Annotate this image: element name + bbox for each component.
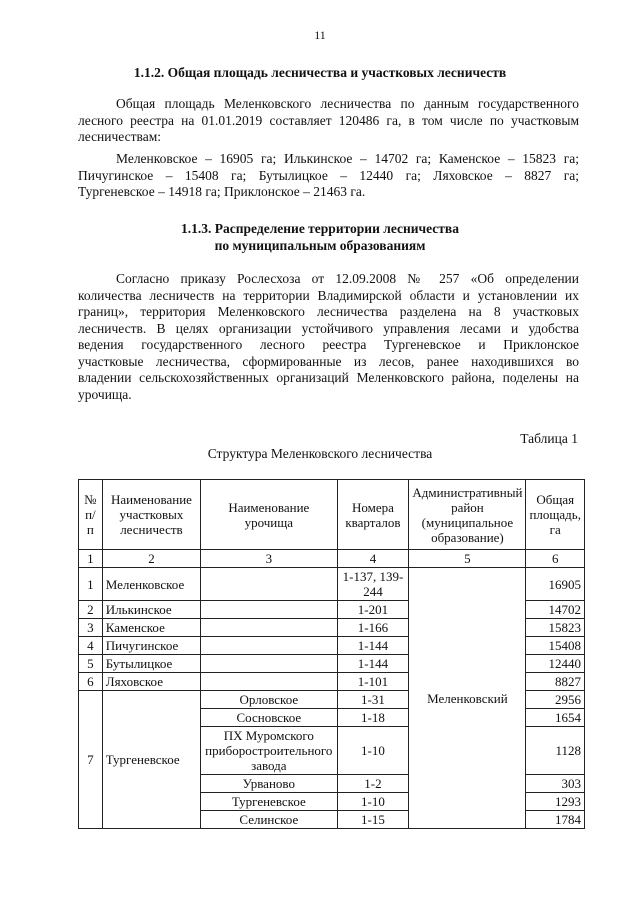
table-header-row [79, 480, 585, 550]
header-cell: Наименование участковых лесничеств [102, 480, 200, 550]
area-value: 16905 [526, 568, 585, 601]
forest-structure-table [78, 479, 585, 829]
tract-name: Селинское [201, 811, 337, 829]
district-forestry-name: Тургеневское [102, 691, 200, 829]
quarters: 1-166 [337, 619, 409, 637]
text-line: Меленковское – 16905 га; Илькинское – 14702 га; Каменское – 15823 га; [116, 151, 579, 166]
heading-line: по муниципальным образованиям [214, 238, 426, 253]
header-cell: № п/п [79, 480, 103, 550]
tract-name [201, 601, 337, 619]
tract-name [201, 637, 337, 655]
tract-name: Тургеневское [201, 793, 337, 811]
tract-name [201, 673, 337, 691]
column-number: 2 [102, 550, 200, 568]
row-number: 7 [79, 691, 103, 829]
paragraph-district-areas [78, 151, 579, 201]
area-value: 303 [526, 775, 585, 793]
quarters: 1-31 [337, 691, 409, 709]
quarters: 1-137, 139-244 [337, 568, 409, 601]
row-number: 2 [79, 601, 103, 619]
area-value: 2956 [526, 691, 585, 709]
district-forestry-name: Ляховское [102, 673, 200, 691]
area-value: 1293 [526, 793, 585, 811]
area-value: 1128 [526, 727, 585, 775]
column-number: 1 [79, 550, 103, 568]
text-line: Согласно приказу Рослесхоза от 12.09.2008 № 257 «Об определении [116, 271, 579, 286]
paragraph-total-area [78, 96, 579, 146]
administrative-district: Меленковский [409, 568, 526, 829]
quarters: 1-10 [337, 793, 409, 811]
tract-name [201, 619, 337, 637]
header-cell: Административный район (муниципальное образование) [409, 480, 526, 550]
tract-name [201, 568, 337, 601]
header-cell: Наименование урочища [201, 480, 337, 550]
tract-name: Сосновское [201, 709, 337, 727]
quarters: 1-15 [337, 811, 409, 829]
row-number: 6 [79, 673, 103, 691]
table-row [79, 568, 585, 601]
column-number: 5 [409, 550, 526, 568]
text-line: лесного реестра на 01.01.2019 составляет 120486 га, в том числе по участковым [78, 112, 579, 128]
text-line: лесничествам: [78, 129, 161, 144]
area-value: 1784 [526, 811, 585, 829]
quarters: 1-144 [337, 655, 409, 673]
row-number: 5 [79, 655, 103, 673]
text-line: лесничеств. В целях организации устойчивого управления лесами и удобства [78, 320, 579, 336]
paragraph-order [78, 271, 579, 403]
area-value: 12440 [526, 655, 585, 673]
table-label: Таблица 1 [520, 431, 578, 446]
row-number: 3 [79, 619, 103, 637]
tract-name: ПХ Муромского приборостроительного завода [201, 727, 337, 775]
tract-name: Урваново [201, 775, 337, 793]
text-line: участковые лесничества, сформированные из лесов, ранее находившихся во [78, 353, 579, 369]
text-line: Общая площадь Меленковского лесничества по данным государственного [116, 96, 579, 111]
page-number: 11 [314, 28, 326, 42]
row-number: 1 [79, 568, 103, 601]
text-line: Пичугинское – 15408 га; Бутылицкое – 12440 га; Ляховское – 8827 га; [78, 167, 579, 183]
column-number: 6 [526, 550, 585, 568]
district-forestry-name: Бутылицкое [102, 655, 200, 673]
area-value: 15823 [526, 619, 585, 637]
text-line: количества лесничеств на территории Владимирской области и установлении их [78, 287, 579, 303]
text-line: урочища. [78, 386, 132, 402]
text-line: ведения государственного лесного реестра Тургеневское и Приклонское [78, 337, 579, 352]
header-cell: Номера кварталов [337, 480, 409, 550]
district-forestry-name: Меленковское [102, 568, 200, 601]
tract-name [201, 655, 337, 673]
district-forestry-name: Пичугинское [102, 637, 200, 655]
quarters: 1-10 [337, 727, 409, 775]
section-heading-1-1-2: 1.1.2. Общая площадь лесничества и участковых лесничеств [133, 65, 507, 80]
quarters: 1-101 [337, 673, 409, 691]
text-line: границ», территория Меленковского лесничества разделена на 8 участковых [78, 304, 579, 319]
text-line: владении сельскохозяйственных организаций Меленковского района, поделены на [78, 370, 579, 385]
quarters: 1-144 [337, 637, 409, 655]
quarters: 1-201 [337, 601, 409, 619]
header-cell: Общая площадь, га [526, 480, 585, 550]
district-forestry-name: Илькинское [102, 601, 200, 619]
area-value: 8827 [526, 673, 585, 691]
heading-line: 1.1.3. Распределение территории лесничества [181, 221, 459, 236]
area-value: 14702 [526, 601, 585, 619]
column-number: 3 [201, 550, 337, 568]
table-number-row [79, 550, 585, 568]
column-number: 4 [337, 550, 409, 568]
area-value: 15408 [526, 637, 585, 655]
district-forestry-name: Каменское [102, 619, 200, 637]
area-value: 1654 [526, 709, 585, 727]
section-heading-1-1-3 [0, 220, 640, 254]
tract-name: Орловское [201, 691, 337, 709]
quarters: 1-2 [337, 775, 409, 793]
table-title: Структура Меленковского лесничества [207, 446, 433, 461]
text-line: Тургеневское – 14918 га; Приклонское – 21463 га. [78, 184, 366, 199]
row-number: 4 [79, 637, 103, 655]
quarters: 1-18 [337, 709, 409, 727]
